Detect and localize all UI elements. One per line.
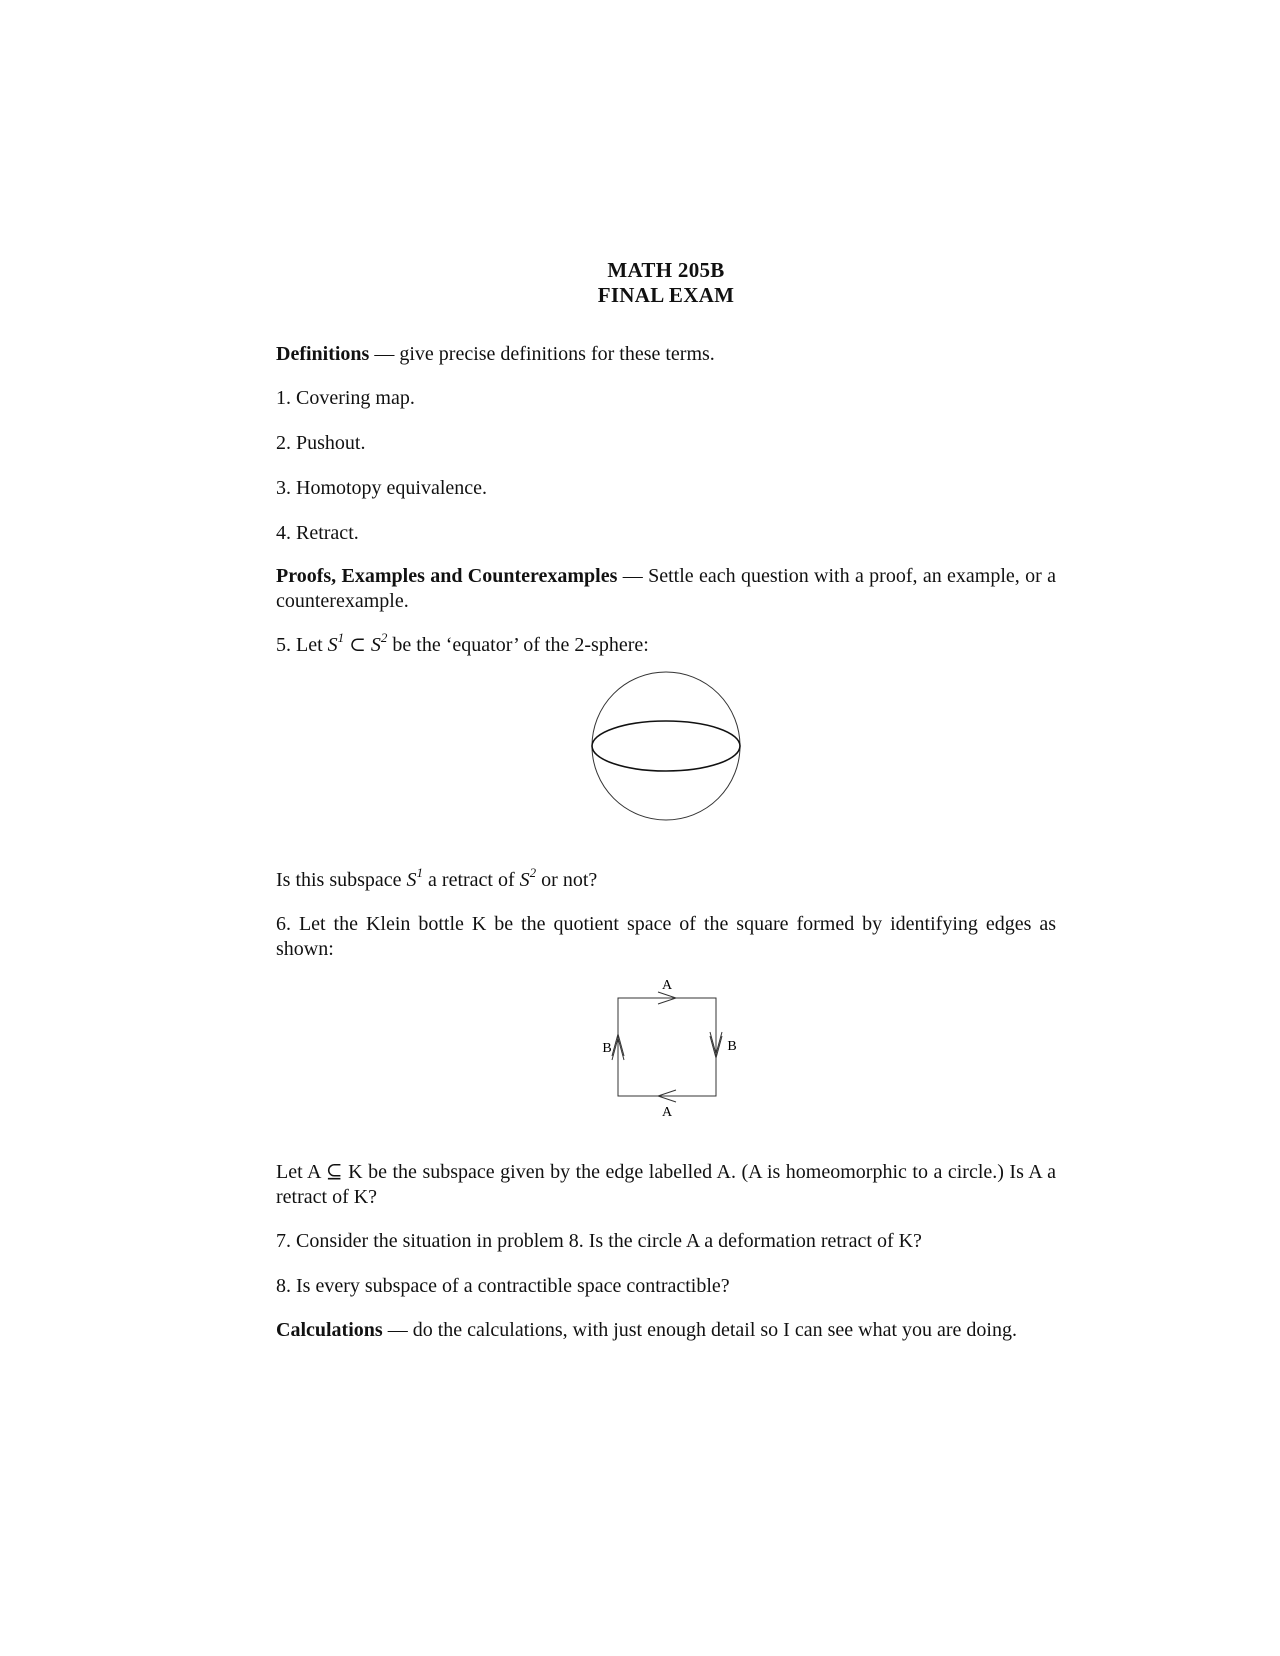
label-right: B [727,1039,737,1054]
sphere-outline [592,672,740,820]
definitions-section-intro [276,342,1056,367]
klein-bottle-diagram [586,974,746,1124]
label-bottom: A [661,1105,673,1120]
calculations-instruction: — do the calculations, with just enough detail so I can see what you are doing. [387,1319,1017,1341]
question-8: 8. Is every subspace of a contractible space contractible? [276,1275,730,1297]
proofs-instruction: — Settle each question with a proof, an example, or a counterexample. [276,565,1056,612]
exam-title: FINAL EXAM [597,283,735,307]
definitions-instruction: — give precise definitions for these terms. [374,343,715,365]
question-5-intro: 5. Let $S^1$ ⊂ $S^2$ be the ‘equator’ of the 2-sphere: [276,630,649,656]
question-6-intro: 6. Let the Klein bottle K be the quotient space of the square formed by identifying edges as shown: [276,913,1056,960]
label-left: B [602,1041,612,1056]
definition-item: 3. Homotopy equivalence. [276,477,488,499]
square-outline [618,998,716,1096]
definition-item: 2. Pushout. [276,432,366,454]
definition-item: 1. Covering map. [276,387,415,409]
calculations-section-intro [276,1318,1056,1343]
question-5-question: Is this subspace $S^1$ a retract of $S^2$ or not? [276,865,598,891]
question-6-question: Let A ⊆ K be the subspace given by the edge labelled A. (A is homeomorphic to a circle.) Is A a retract of K? [276,1161,1056,1208]
course-title: MATH 205B [607,258,725,282]
sphere-diagram [586,666,746,826]
definition-item: 4. Retract. [276,522,359,544]
label-top: A [661,978,673,993]
proofs-heading: Proofs, Examples and Counterexamples [276,565,618,587]
definitions-heading: Definitions [276,343,370,365]
equator-ellipse [592,721,740,771]
exam-page [276,258,1056,1343]
calculations-heading: Calculations [276,1319,383,1341]
question-7: 7. Consider the situation in problem 8. Is the circle A a deformation retract of K? [276,1230,922,1252]
proofs-section-intro [276,564,1056,614]
